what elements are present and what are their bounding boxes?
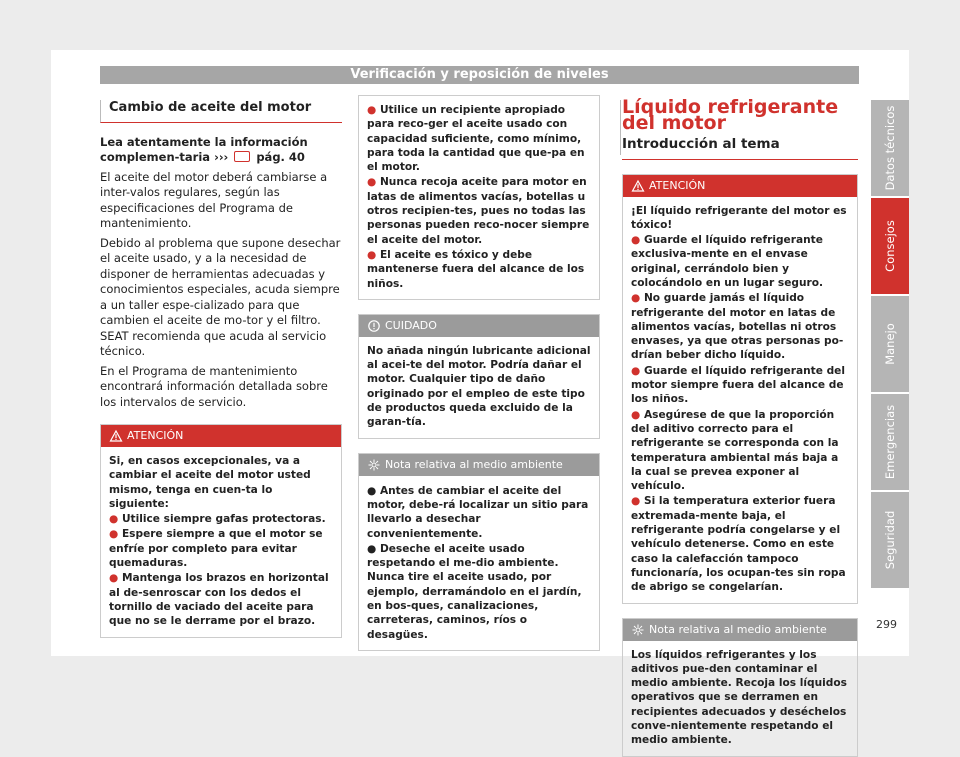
bullet-icon: ● — [631, 364, 644, 377]
list-item — [109, 527, 333, 570]
bullet-icon: ● — [631, 292, 644, 305]
bullet-icon: ● — [631, 408, 644, 421]
warning-box — [100, 424, 342, 638]
leaf-icon — [632, 624, 644, 636]
tab-label: Manejo — [883, 323, 897, 365]
warning-box-continued — [358, 95, 600, 300]
page-reference-link[interactable]: pág. 40 — [256, 150, 305, 164]
leaf-icon — [368, 459, 380, 471]
tab-label: Emergencias — [883, 404, 897, 480]
list-item-text: Mantenga los brazos en horizontal al de-senroscar con los dedos el tornillo de vaciado del aceite para que no se le derrame por el brazo. — [109, 572, 329, 628]
environment-note-header — [359, 454, 599, 476]
middle-column — [358, 95, 600, 651]
list-item-text: Guarde el líquido refrigerante exclusiva-mente en el envase original, cerrándolo bien y colocándolo en un lugar seguro. — [631, 234, 824, 289]
bullet-icon: ● — [631, 495, 644, 508]
list-item — [631, 233, 849, 290]
environment-note-box — [358, 453, 600, 651]
caution-label: CUIDADO — [385, 318, 437, 332]
environment-note-header — [623, 619, 857, 641]
list-item-text: Espere siempre a que el motor se enfríe por completo para evitar quemaduras. — [109, 528, 323, 570]
tab-manejo[interactable] — [871, 296, 909, 392]
warning-label: ATENCIÓN — [127, 429, 184, 442]
list-item-text: Antes de cambiar el aceite del motor, debe-rá localizar un sitio para llevarlo a desechar convenientemente. — [367, 484, 589, 540]
environment-note-body: Los líquidos refrigerantes y los aditivos pue-den contaminar el medio ambiente. Recoja los líquidos operativos que se derramen en recipientes adecuados y deséchelos conve-nientemente respetando el medio ambiente. — [631, 648, 847, 747]
tab-label: Seguridad — [883, 510, 897, 570]
list-item-text: Guarde el líquido refrigerante del motor siempre fuera del alcance de los niños. — [631, 364, 845, 406]
book-icon — [234, 151, 250, 162]
bullet-icon: ● — [631, 234, 644, 247]
warning-intro: ¡El líquido refrigerante del motor es tóxico! — [631, 204, 847, 231]
environment-note-label: Nota relativa al medio ambiente — [649, 622, 827, 636]
warning-triangle-icon — [632, 180, 644, 192]
paragraph: Debido al problema que supone desechar el aceite usado, y a la necesidad de disponer de herramientas adecuadas y conocimientos especiales, acuda siempre a un taller espe-cializado para que cambien el aceite de mo-tor y el filtro. SEAT recomienda que acuda al servicio técnico. — [100, 235, 341, 358]
list-item-text: Utilice un recipiente apropiado para reco-ger el aceite usado con capacidad suficiente, como mínimo, para toda la cantidad que que-pa en el motor. — [367, 104, 585, 174]
environment-note-body — [359, 476, 599, 650]
caution-body: No añada ningún lubricante adicional al acei-te del motor. Podría dañar el motor. Cualquier tipo de daño originado por el empleo de este tipo de productos queda excluido de la garan-tía. — [367, 344, 591, 429]
list-item-text: Asegúrese de que la proporción del aditivo correcto para el refrigerante se corresponda con la temperatura ambiental más baja a la cual se prevea exponer al vehículo. — [631, 408, 839, 493]
list-item-text: Si la temperatura exterior fuera extremada-mente baja, el refrigerante podría congelarse y el vehículo detenerse. Como en este caso la calefacción tampoco funcionaría, los ocupan-tes sin ropa de abrigo se congelarían. — [631, 495, 846, 594]
caution-circle-icon — [368, 320, 380, 332]
bullet-icon: ● — [367, 104, 380, 116]
section-title: Líquido refrigerante del motor — [622, 96, 839, 134]
bullet-icon: ● — [109, 528, 122, 541]
environment-note-label: Nota relativa al medio ambiente — [385, 457, 563, 471]
page-header: Verificación y reposición de niveles — [100, 66, 859, 84]
warning-label: ATENCIÓN — [649, 178, 706, 192]
list-item — [367, 484, 591, 541]
list-item-text: Utilice siempre gafas protectoras. — [121, 513, 326, 526]
bullet-icon: ● — [367, 176, 380, 189]
list-item-text: Nunca recoja aceite para motor en latas de alimentos vacías, botellas u otros recipien-tes, pues no todas las personas pueden reco-nocer siempre el aceite del motor. — [367, 176, 590, 246]
list-item — [631, 494, 849, 594]
caution-header — [359, 315, 599, 337]
list-item — [631, 364, 849, 407]
tab-seguridad[interactable] — [871, 492, 909, 588]
list-item — [367, 103, 591, 174]
environment-note-box — [622, 618, 858, 757]
left-column — [100, 100, 342, 638]
warning-body — [623, 197, 857, 603]
divider — [620, 100, 621, 155]
list-item-text: El aceite es tóxico y debe mantenerse fuera del alcance de los niños. — [367, 248, 585, 290]
bullet-icon: ● — [367, 248, 380, 261]
list-item — [631, 291, 849, 362]
paragraph: El aceite del motor deberá cambiarse a inter-valos regulares, según las especificaciones del Programa de mantenimiento. — [100, 169, 328, 230]
lead-text: Lea atentamente la información complemen-taria — [100, 134, 308, 164]
list-item-text: No guarde jamás el líquido refrigerante del motor en latas de alimentos vacías, botellas ni otros envases, ya que otras personas po-drían beber dicho líquido. — [631, 292, 844, 362]
right-column — [622, 96, 858, 757]
warning-triangle-icon — [110, 430, 122, 442]
warning-header — [101, 425, 341, 447]
list-item — [631, 408, 849, 494]
warning-intro: Si, en casos excepcionales, va a cambiar el aceite del motor usted mismo, tenga en cuen-ta lo siguiente: — [109, 455, 311, 510]
caution-box — [358, 314, 600, 439]
list-item — [109, 571, 333, 628]
bullet-icon: ● — [367, 484, 380, 497]
tab-label: Consejos — [883, 220, 897, 272]
warning-body — [359, 96, 599, 299]
list-item — [367, 175, 591, 246]
bullet-icon: ● — [109, 513, 122, 526]
bullet-icon: ● — [367, 542, 380, 555]
list-item — [367, 542, 591, 642]
warning-header — [623, 175, 857, 197]
bullet-icon: ● — [109, 572, 122, 585]
list-item — [367, 248, 591, 291]
list-item — [109, 512, 333, 526]
tab-label: Datos técnicos — [883, 105, 897, 191]
warning-box — [622, 174, 858, 604]
page-number: 299 — [876, 618, 897, 631]
ref-arrows: ››› — [214, 150, 229, 164]
tab-consejos[interactable] — [871, 198, 909, 294]
list-item-text: Deseche el aceite usado respetando el me-dio ambiente. Nunca tire el aceite usado, por ejemplo, derramándolo en el jardín, en bos-ques, canalizaciones, carreteras, caminos, ríos o desagües. — [367, 542, 582, 641]
lead-paragraph — [100, 135, 342, 166]
section-subtitle: Introducción al tema — [622, 137, 858, 160]
section-title: Cambio de aceite del motor — [100, 100, 342, 123]
tab-emergencias[interactable] — [871, 394, 909, 490]
tab-datos-tecnicos[interactable] — [871, 100, 909, 196]
paragraph: En el Programa de mantenimiento encontrará información detallada sobre los intervalos de servicio. — [100, 363, 328, 409]
warning-body — [101, 447, 341, 637]
